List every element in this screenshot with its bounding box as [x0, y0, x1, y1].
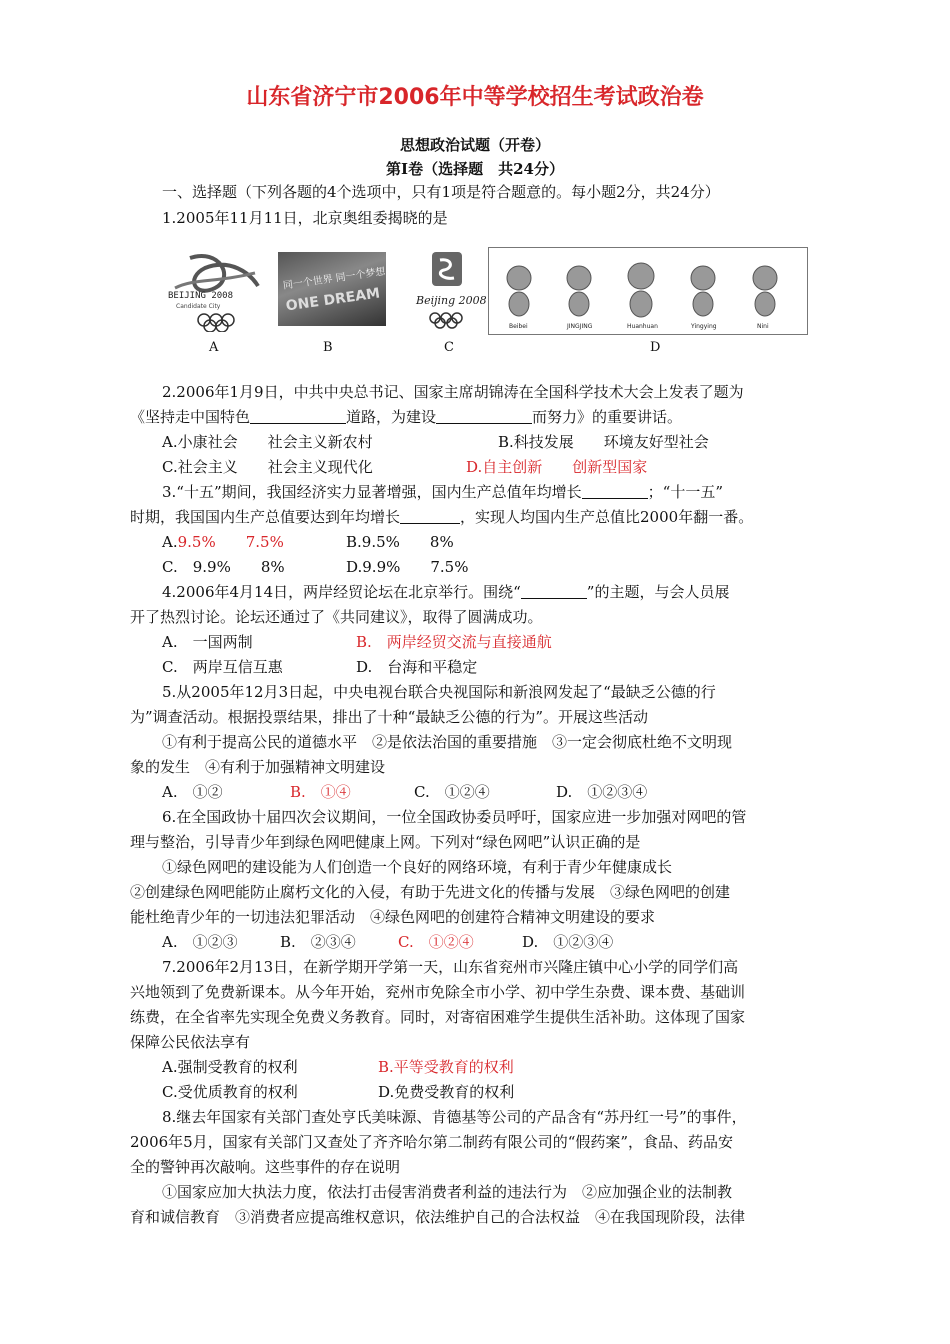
question-4-line-1	[162, 582, 729, 602]
q3-option-b: B.9.5% 8%	[346, 533, 454, 551]
q3-option-a-answer	[162, 532, 284, 552]
svg-text:ONE DREAM: ONE DREAM	[284, 285, 381, 315]
q6-option-d: D. ①②③④	[522, 933, 614, 951]
section-instructions: 一、选择题（下列各题的4个选项中，只有1项是符合题意的。每小题2分，共24分）	[162, 183, 720, 201]
question-8-line-4: ①国家应加大执法力度，依法打击侵害消费者利益的违法行为 ②应加强企业的法制教	[162, 1183, 733, 1201]
question-6-line-4: ②创建绿色网吧能防止腐朽文化的入侵，有助于先进文化的传播与发展 ③绿色网吧的创建	[130, 883, 731, 901]
answer-blank	[521, 584, 587, 599]
question-8-line-1: 8.继去年国家有关部门查处亨氏美味源、肯德基等公司的产品含有“苏丹红一号”的事件，	[162, 1108, 747, 1126]
q2-text-b: 道路，为建设	[346, 408, 437, 426]
q3-text-d: ，实现人均国内生产总值比2000年翻一番。	[460, 508, 754, 526]
exam-title: 山东省济宁市2006年中等学校招生考试政治卷	[246, 85, 704, 110]
mascot-name-1: Beibei	[509, 323, 528, 330]
q3-option-c: C. 9.9% 8%	[162, 558, 285, 576]
mascot-name-4: Yingying	[691, 323, 717, 330]
figure-label-c: C	[444, 340, 454, 355]
q4-text-b: ”的主题，与会人员展	[586, 583, 730, 601]
q3-option-a-letter: A.	[162, 533, 178, 551]
q3-text-c: 时期，我国国内生产总值要达到年均增长	[130, 508, 401, 526]
paper-subtitle: 思想政治试题（开卷）	[399, 136, 550, 154]
question-6-line-1: 6.在全国政协十届四次会议期间，一位全国政协委员呼吁，国家应进一步加强对网吧的管	[162, 808, 747, 826]
q4-option-b-answer: B. 两岸经贸交流与直接通航	[356, 633, 552, 651]
figure-label-b: B	[323, 340, 333, 355]
q2-text-a: 《坚持走中国特色	[130, 408, 251, 426]
question-7-line-2: 兴地领到了免费新课本。从今年开始，兖州市免除全市小学、初中学生杂费、课本费、基础训	[130, 983, 746, 1001]
figure-a-subtext: Candidate City	[176, 303, 221, 310]
answer-blank	[582, 484, 648, 499]
question-6-line-5: 能杜绝青少年的一切违法犯罪活动 ④绿色网吧的创建符合精神文明建设的要求	[130, 908, 656, 926]
q6-option-c-answer: C. ①②④	[398, 933, 474, 951]
q5-option-b-answer: B. ①④	[290, 783, 351, 801]
mascot-name-3: Huanhuan	[627, 323, 658, 330]
question-3-line-2	[130, 507, 753, 527]
q7-option-b-answer: B.平等受教育的权利	[378, 1058, 514, 1076]
figure-b-text: 同一个世界 同一个梦想	[282, 266, 386, 292]
question-4-line-2: 开了热烈讨论。论坛还通过了《共同建议》，取得了圆满成功。	[130, 608, 543, 626]
question-8-line-2: 2006年5月，国家有关部门又查处了齐齐哈尔第二制药有限公司的“假药案”，食品、药品安	[130, 1133, 734, 1151]
question-1: 1.2005年11月11日，北京奥组委揭晓的是	[162, 209, 448, 227]
answer-blank	[250, 409, 346, 424]
question-8-line-5: 育和诚信教育 ③消费者应提高维权意识，依法维护自己的合法权益 ④在我国现阶段，法律	[130, 1208, 746, 1226]
q6-option-a: A. ①②③	[162, 933, 238, 951]
q6-option-b: B. ②③④	[280, 933, 356, 951]
q7-option-c: C.受优质教育的权利	[162, 1083, 298, 1101]
q3-text-a: 3.“十五”期间，我国经济实力显著增强，国内生产总值年均增长	[162, 483, 582, 501]
figure-a-candidate-logo	[160, 248, 268, 332]
q2-text-c: 而努力》的重要讲话。	[532, 408, 683, 426]
answer-blank	[436, 409, 532, 424]
question-7-line-4: 保障公民依法享有	[130, 1033, 251, 1051]
q5-option-c: C. ①②④	[414, 783, 490, 801]
question-5-line-3: ①有利于提高公民的道德水平 ②是依法治国的重要措施 ③一定会彻底杜绝不文明现	[162, 733, 733, 751]
q2-option-b: B.科技发展 环境友好型社会	[498, 433, 709, 451]
question-5-line-1: 5.从2005年12月3日起，中央电视台联合央视国际和新浪网发起了“最缺乏公德的行	[162, 683, 716, 701]
mascot-name-5: Nini	[757, 323, 769, 330]
q3-option-d: D.9.9% 7.5%	[346, 558, 469, 576]
q7-option-a: A.强制受教育的权利	[162, 1058, 298, 1076]
question-6-line-2: 理与整治，引导青少年到绿色网吧健康上网。下列对“绿色网吧”认识正确的是	[130, 833, 641, 851]
q2-option-c: C.社会主义 社会主义现代化	[162, 458, 373, 476]
q3-option-a-text: 9.5% 7.5%	[177, 533, 284, 551]
question-5-line-2: 为”调查活动。根据投票结果，排出了十种“最缺乏公德的行为”。开展这些活动	[130, 708, 649, 726]
q4-text-a: 4.2006年4月14日，两岸经贸论坛在北京举行。围绕“	[162, 583, 521, 601]
q4-option-c: C. 两岸互信互惠	[162, 658, 283, 676]
question-8-line-3: 全的警钟再次敲响。这些事件的存在说明	[130, 1158, 401, 1176]
question-6-line-3: ①绿色网吧的建设能为人们创造一个良好的网络环境，有利于青少年健康成长	[162, 858, 673, 876]
figure-label-a: A	[209, 340, 219, 355]
question-7-line-3: 练费，在全省率先实现全免费义务教育。同时，对寄宿困难学生提供生活补助。这体现了国家	[130, 1008, 746, 1026]
figure-a-text: BEIJING 2008	[168, 291, 234, 301]
question-3-line-1	[162, 482, 723, 502]
q3-text-b: ；“十一五”	[647, 483, 723, 501]
question-2-line-2	[130, 407, 682, 427]
question-2-line-1: 2.2006年1月9日，中共中央总书记、国家主席胡锦涛在全国科学技术大会上发表了题为	[162, 383, 744, 401]
q7-option-d: D.免费受教育的权利	[378, 1083, 515, 1101]
figure-label-d: D	[650, 340, 661, 355]
q2-option-d-answer: D.自主创新 创新型国家	[466, 458, 648, 476]
q2-option-a: A.小康社会 社会主义新农村	[162, 433, 373, 451]
q4-option-a: A. 一国两制	[162, 633, 253, 651]
figure-d-mascots	[488, 247, 808, 335]
figure-b-slogan-photo	[278, 252, 386, 326]
q5-option-a: A. ①②	[162, 783, 223, 801]
figure-c-olympic-emblem	[412, 248, 486, 334]
mascot-name-2: JINGJING	[567, 323, 593, 330]
section-heading: 第Ⅰ卷（选择题 共24分）	[386, 160, 564, 178]
answer-blank	[400, 509, 460, 524]
q4-option-d: D. 台海和平稳定	[356, 658, 478, 676]
question-7-line-1: 7.2006年2月13日，在新学期开学第一天，山东省兖州市兴隆庄镇中心小学的同学们高	[162, 958, 739, 976]
figure-c-text: Beijing 2008	[416, 294, 486, 307]
question-5-line-4: 象的发生 ④有利于加强精神文明建设	[130, 758, 386, 776]
q5-option-d: D. ①②③④	[556, 783, 648, 801]
